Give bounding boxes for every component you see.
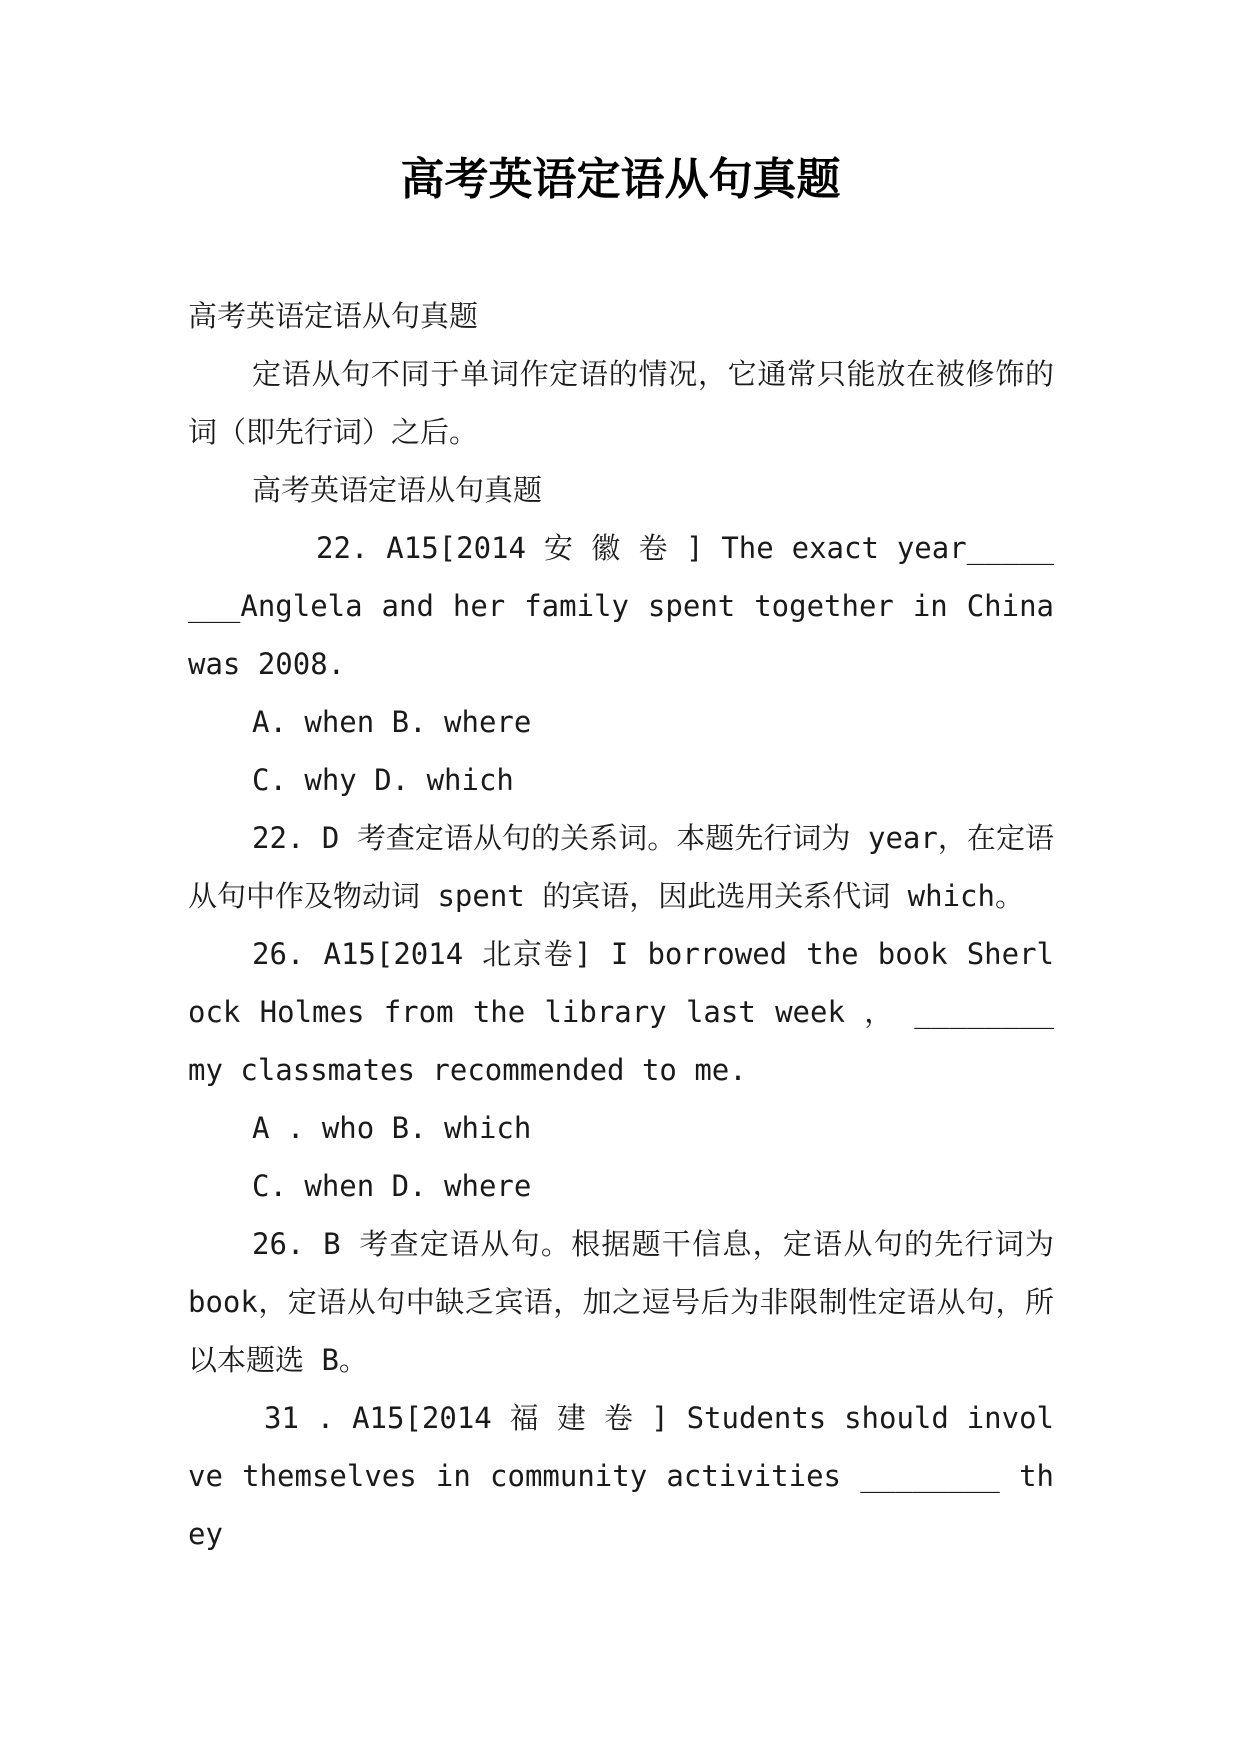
document-body (188, 287, 1054, 1563)
question-31: 31 . A15[2014 福 建 卷 ] Students should involve themselves in community activities ________ they (188, 1401, 1054, 1551)
subtitle-line: 高考英语定语从句真题 (188, 299, 479, 333)
question-22-options-cd: C. why D. which (252, 763, 514, 797)
intro-paragraph: 定语从句不同于单词作定语的情况，它通常只能放在被修饰的词（即先行词）之后。 (188, 357, 1054, 449)
section-heading: 高考英语定语从句真题 (252, 473, 543, 507)
question-26-options-ab: A . who B. which (252, 1111, 532, 1145)
question-26-options-cd: C. when D. where (252, 1169, 532, 1203)
document-title: 高考英语定语从句真题 (400, 154, 841, 205)
question-26: 26. A15[2014 北京卷] I borrowed the book Sherlock Holmes from the library last week ， ________my classmates recommended to me. (188, 937, 1054, 1087)
answer-22: 22. D 考查定语从句的关系词。本题先行词为 year，在定语从句中作及物动词 spent 的宾语，因此选用关系代词 which。 (188, 821, 1054, 913)
question-22: 22. A15[2014 安 徽 卷 ] The exact year________Anglela and her family spent together in China was 2008. (188, 531, 1054, 681)
answer-26: 26. B 考查定语从句。根据题干信息，定语从句的先行词为 book，定语从句中缺乏宾语，加之逗号后为非限制性定语从句，所以本题选 B。 (188, 1227, 1054, 1377)
question-22-options-ab: A. when B. where (252, 705, 532, 739)
